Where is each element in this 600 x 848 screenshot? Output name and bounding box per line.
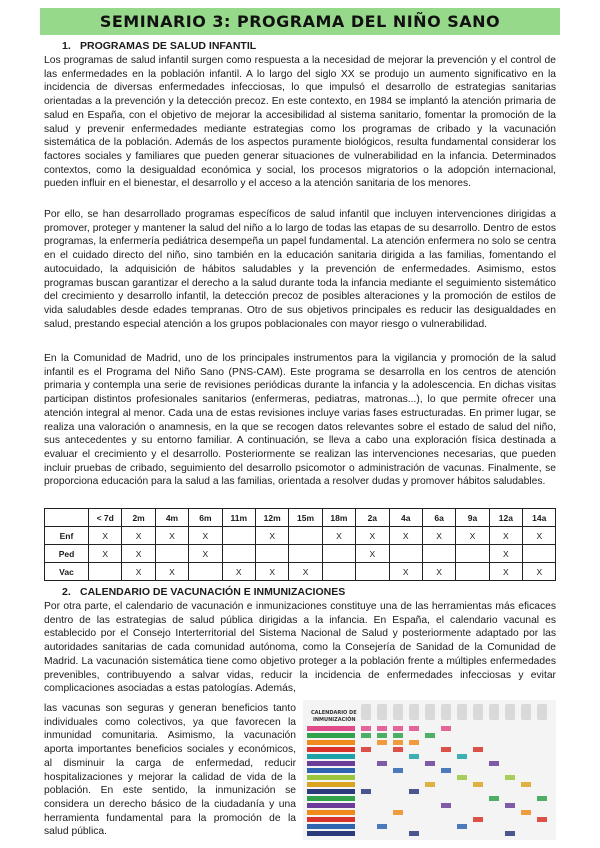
table-cell	[523, 545, 556, 563]
vaccine-dose-marker	[489, 761, 499, 766]
table-cell	[356, 563, 389, 581]
vaccine-dose-marker	[393, 768, 403, 773]
vaccine-dose-marker	[393, 733, 403, 738]
section-2-paragraph: Por otra parte, el calendario de vacunación e inmunizaciones constituye una de las herramientas más eficaces dentro de las estrategias de salud pública dirigidas a la infancia. En España, el calendario vacunal es establecido por el Consejo Interterritorial del Sistema Nacional de Salud y posteriormente adaptado por las autoridades sanitarias de cada comunidad autónoma, como la Consejería de Sanidad de la Comunidad de Madrid. La vacunación sistemática tiene como objetivo proteger a la población frente a múltiples enfermedades prevenibles, contribuyendo a salvar vidas, reducir la incidencia de enfermedades infecciosas y evitar complicaciones asociadas a estas patologías. Además,	[44, 601, 556, 695]
table-cell	[155, 545, 188, 563]
table-cell: X	[322, 527, 355, 545]
vaccine-dose-marker	[505, 831, 515, 836]
section-1-number: 1.	[62, 40, 71, 52]
table-header-cell: 12a	[489, 509, 522, 527]
table-cell: X	[222, 563, 255, 581]
vaccine-label-bar	[307, 789, 355, 794]
table-header-cell: 15m	[289, 509, 322, 527]
calendar-caption-line-1: CALENDARIO DE	[311, 710, 357, 716]
vaccine-dose-marker	[537, 796, 547, 801]
section-1-paragraph-3: En la Comunidad de Madrid, uno de los principales instrumentos para la vigilancia y promoción de la salud infantil es el Programa del Niño Sano (PNS-CAM). Este programa se desarrolla en los centros de atención primaria y contempla una serie de revisiones periódicas durante la infancia y la adolescencia. En dichas visitas participan distintos profesionales sanitarios (enfermeras, pediatras, matronas...), lo que permite ofrecer una atención integral al menor. Cada una de estas revisiones incluye varias fases estructuradas. En primer lugar, se realiza una valoración o anamnesis, en la que se recogen datos relevantes sobre el estado de salud del niño, sus antecedentes y su entorno familiar. A continuación, se lleva a cabo una exploración física destinada a evaluar el crecimiento y el desarrollo. Posteriormente se realizan las intervenciones necesarias, que pueden incluir pruebas de cribado, seguimiento del desarrollo psicomotor o administración de vacunas. Finalmente, se proporciona educación para la salud a las familias, orientada a resolver dudas y promover hábitos saludables.	[44, 353, 556, 488]
age-column-icon	[361, 704, 371, 720]
vaccine-dose-marker	[409, 740, 419, 745]
vaccine-label-bar	[307, 803, 355, 808]
table-cell: X	[489, 563, 522, 581]
vaccine-dose-marker	[409, 726, 419, 731]
table-cell	[89, 563, 122, 581]
vaccine-dose-marker	[409, 754, 419, 759]
vaccine-dose-marker	[521, 782, 531, 787]
vaccine-dose-marker	[393, 810, 403, 815]
table-cell: X	[422, 563, 455, 581]
vaccine-dose-marker	[473, 782, 483, 787]
vaccine-dose-marker	[361, 747, 371, 752]
table-header-row	[45, 509, 556, 527]
vaccine-dose-marker	[377, 761, 387, 766]
table-cell: X	[255, 563, 288, 581]
table-header-cell: 4a	[389, 509, 422, 527]
section-2-paragraph-continued: las vacunas son seguras y generan beneficios tanto individuales como colectivos, ya que favorecen la inmunidad comunitaria. Asimismo, la vacunación aporta importantes beneficios sociales y económicos, al disminuir la carga de enfermedad, reducir hospitalizaciones y mejorar la calidad de vida de la población. En este sentido, la inmunización se considera un derecho básico de la ciudadanía y una herramienta fundamental para la promoción de la salud pública.	[44, 703, 296, 838]
age-column-icon	[537, 704, 547, 720]
vaccine-dose-marker	[505, 775, 515, 780]
vaccination-calendar-image	[303, 700, 556, 840]
table-cell: X	[389, 527, 422, 545]
table-cell	[222, 545, 255, 563]
table-cell	[322, 563, 355, 581]
table-cell	[456, 545, 489, 563]
vaccine-dose-marker	[457, 824, 467, 829]
table-cell: X	[189, 527, 222, 545]
vaccine-dose-marker	[441, 747, 451, 752]
table-cell	[189, 563, 222, 581]
vaccine-dose-marker	[441, 768, 451, 773]
vaccine-dose-marker	[457, 775, 467, 780]
age-column-icon	[489, 704, 499, 720]
table-cell: X	[122, 545, 155, 563]
section-1-paragraph-1: Los programas de salud infantil surgen como respuesta a la necesidad de mejorar la prevención y el control de las enfermedades en la población infantil. A lo largo del siglo XX se produjo un aumento significativo en la incidencia de diversas enfermedades infecciosas, lo que impulsó el desarrollo de estrategias sanitarias orientadas a la prevención y la detección precoz. En este contexto, en 1984 se implantó la atención primaria de salud en España, con el objetivo de mejorar la accesibilidad al sistema sanitario, fomentar la promoción de la salud y prevenir enfermedades mediante estrategias como los programas de cribado y la vacunación sistemática de la población. Además de los aspectos puramente biológicos, resulta fundamental considerar los factores sociales y familiares que pueden generar situaciones de vulnerabilidad en la infancia. Determinados contextos, como la desigualdad económica y social, los procesos migratorios o la adopción internacional, pueden influir en el bienestar, el desarrollo y el acceso a la atención sanitaria de los menores.	[44, 55, 556, 190]
vaccination-calendar-graphic	[303, 700, 556, 840]
table-header-cell: 11m	[222, 509, 255, 527]
revision-schedule-table	[44, 508, 556, 581]
table-header-cell: 14a	[523, 509, 556, 527]
table-cell: X	[456, 527, 489, 545]
vaccine-label-bar	[307, 775, 355, 780]
vaccine-dose-marker	[409, 831, 419, 836]
table-row	[45, 545, 556, 563]
table-cell	[389, 545, 422, 563]
table-header-cell: 9a	[456, 509, 489, 527]
table-cell	[289, 527, 322, 545]
table-header-cell: 6m	[189, 509, 222, 527]
table-cell	[322, 545, 355, 563]
table-row-label: Enf	[45, 527, 89, 545]
age-column-icon	[377, 704, 387, 720]
section-1-title: PROGRAMAS DE SALUD INFANTIL	[80, 40, 257, 52]
section-1-paragraph-2: Por ello, se han desarrollado programas específicos de salud infantil que incluyen intervenciones dirigidas a promover, proteger y mantener la salud del niño a lo largo de todas las etapas de su desarrollo. Dentro de estos programas, la enfermería pediátrica desempeña un papel fundamental. La atención enfermera no solo se centra en el cuidado directo del niño, sino también en la educación sanitaria dirigida a las familias, fomentando el autocuidado, la adquisición de hábitos saludables y la prevención de enfermedades. Asimismo, estos programas buscan garantizar el derecho a la salud durante toda la infancia mediante el seguimiento sistemático del crecimiento y desarrollo infantil, la detección precoz de posibles alteraciones y la promoción de estilos de vida saludables desde edades tempranas. Otro de sus objetivos principales es reducir las desigualdades en salud, prestando especial atención a los grupos poblacionales con mayor riesgo o vulnerabilidad.	[44, 209, 556, 330]
table-cell: X	[155, 563, 188, 581]
age-column-icon	[425, 704, 435, 720]
age-column-icon	[505, 704, 515, 720]
vaccine-dose-marker	[377, 740, 387, 745]
vaccine-dose-marker	[361, 789, 371, 794]
section-2-title: CALENDARIO DE VACUNACIÓN E INMUNIZACIONES	[80, 586, 346, 598]
vaccine-label-bar	[307, 768, 355, 773]
vaccine-dose-marker	[473, 817, 483, 822]
section-2-heading	[62, 586, 345, 599]
vaccine-dose-marker	[521, 810, 531, 815]
vaccine-dose-marker	[377, 824, 387, 829]
vaccine-dose-marker	[441, 803, 451, 808]
vaccine-dose-marker	[377, 726, 387, 731]
table-row-label: Ped	[45, 545, 89, 563]
table-cell: X	[255, 527, 288, 545]
table-cell: X	[523, 527, 556, 545]
vaccine-dose-marker	[425, 782, 435, 787]
table-cell: X	[155, 527, 188, 545]
vaccine-label-bar	[307, 817, 355, 822]
table-cell: X	[189, 545, 222, 563]
vaccine-dose-marker	[425, 733, 435, 738]
age-column-icon	[457, 704, 467, 720]
calendar-caption-line-2: INMUNIZACIÓN	[313, 717, 356, 723]
table-cell	[422, 545, 455, 563]
table-cell: X	[289, 563, 322, 581]
vaccine-dose-marker	[505, 803, 515, 808]
table-header-cell	[45, 509, 89, 527]
table-header-cell: 12m	[255, 509, 288, 527]
table-cell	[222, 527, 255, 545]
vaccine-label-bar	[307, 810, 355, 815]
age-column-icon	[409, 704, 419, 720]
vaccine-label-bar	[307, 726, 355, 731]
table-cell: X	[89, 527, 122, 545]
table-cell: X	[356, 527, 389, 545]
vaccine-dose-marker	[377, 733, 387, 738]
vaccine-dose-marker	[441, 726, 451, 731]
vaccine-dose-marker	[361, 726, 371, 731]
vaccine-label-bar	[307, 761, 355, 766]
age-column-icon	[393, 704, 403, 720]
table-cell	[255, 545, 288, 563]
vaccine-dose-marker	[393, 726, 403, 731]
table-header-cell: 18m	[322, 509, 355, 527]
vaccine-dose-marker	[361, 733, 371, 738]
page-title: SEMINARIO 3: PROGRAMA DEL NIÑO SANO	[40, 8, 560, 35]
vaccine-label-bar	[307, 733, 355, 738]
vaccine-dose-marker	[425, 761, 435, 766]
table-header-cell: < 7d	[89, 509, 122, 527]
vaccine-dose-marker	[393, 747, 403, 752]
vaccine-label-bar	[307, 754, 355, 759]
vaccine-label-bar	[307, 831, 355, 836]
vaccine-dose-marker	[489, 796, 499, 801]
section-2-number: 2.	[62, 586, 71, 598]
table-row-label: Vac	[45, 563, 89, 581]
vaccine-label-bar	[307, 740, 355, 745]
table-cell: X	[89, 545, 122, 563]
vaccine-dose-marker	[457, 754, 467, 759]
table-cell: X	[422, 527, 455, 545]
table-cell	[456, 563, 489, 581]
vaccine-label-bar	[307, 824, 355, 829]
age-column-icon	[521, 704, 531, 720]
table-header-cell: 2a	[356, 509, 389, 527]
table-header-cell: 4m	[155, 509, 188, 527]
vaccine-dose-marker	[409, 789, 419, 794]
table-cell: X	[389, 563, 422, 581]
age-column-icon	[473, 704, 483, 720]
table-cell	[289, 545, 322, 563]
vaccine-label-bar	[307, 796, 355, 801]
vaccine-dose-marker	[473, 747, 483, 752]
table-cell: X	[489, 527, 522, 545]
table-cell: X	[523, 563, 556, 581]
vaccine-dose-marker	[393, 740, 403, 745]
section-1-heading	[62, 40, 256, 53]
table-cell: X	[122, 563, 155, 581]
age-column-icon	[441, 704, 451, 720]
table-cell: X	[122, 527, 155, 545]
vaccine-label-bar	[307, 747, 355, 752]
table-row	[45, 527, 556, 545]
table-header-cell: 6a	[422, 509, 455, 527]
table-header-cell: 2m	[122, 509, 155, 527]
table-row	[45, 563, 556, 581]
table-cell: X	[489, 545, 522, 563]
table-cell: X	[356, 545, 389, 563]
vaccine-label-bar	[307, 782, 355, 787]
vaccine-dose-marker	[537, 817, 547, 822]
